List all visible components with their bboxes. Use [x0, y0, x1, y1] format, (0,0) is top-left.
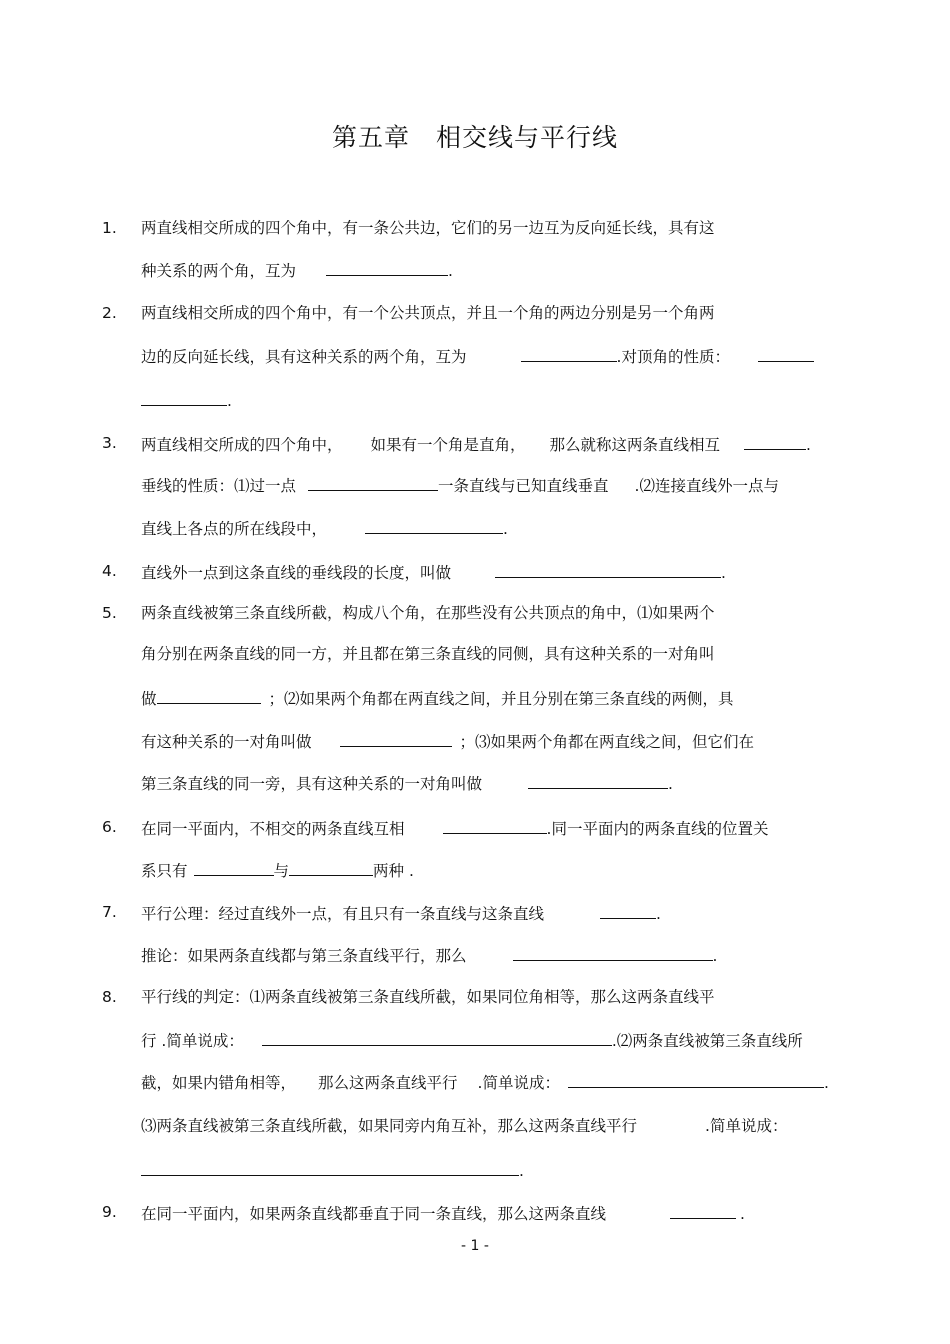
answer-blank[interactable]	[365, 517, 503, 534]
page-number: - 1 -	[461, 1238, 489, 1254]
item-text: 平行公理：经过直线外一点，有且只有一条直线与这条直线	[141, 905, 545, 923]
item-text: 如果有一个角是直角，	[370, 436, 526, 454]
item-number: 3.	[102, 434, 117, 452]
item-text-row	[141, 1159, 524, 1181]
item-number: 7.	[102, 903, 117, 921]
answer-blank[interactable]	[758, 345, 814, 362]
item-text: 边的反向延长线，具有这种关系的两个角，互为	[141, 348, 467, 366]
item-text: 在同一平面内，如果两条直线都垂直于同一条直线，那么这两条直线	[141, 1205, 607, 1223]
answer-blank[interactable]	[670, 1202, 736, 1219]
item-text: ⑶两条直线被第三条直线所截，如果同旁内角互补，那么这两条直线平行	[141, 1117, 638, 1135]
answer-blank[interactable]	[340, 730, 452, 747]
item-text-row	[141, 1202, 745, 1224]
item-text: 两直线相交所成的四个角中，有一个公共顶点，并且一个角的两边分别是另一个角两	[141, 304, 715, 322]
item-text-row	[141, 1029, 803, 1051]
item-text: ；⑵如果两个角都在两直线之间，并且分别在第三条直线的两侧，具	[268, 690, 734, 708]
item-text: .⑵连接直线外一点与	[634, 477, 779, 495]
period: .	[721, 564, 726, 582]
chapter-title: 第五章 相交线与平行线	[331, 123, 618, 152]
item-number: 1.	[102, 219, 117, 237]
period: .	[448, 262, 453, 280]
item-text: 那么这两条直线平行	[318, 1074, 458, 1092]
answer-blank[interactable]	[141, 1159, 519, 1176]
item-text: .简单说成：	[477, 1074, 560, 1092]
item-text: 那么就称这两条直线相互	[549, 436, 721, 454]
item-text: 推论：如果两条直线都与第三条直线平行，那么	[141, 947, 467, 965]
answer-blank[interactable]	[495, 561, 721, 578]
item-text: .同一平面内的两条直线的位置关	[546, 820, 769, 838]
item-text-row	[141, 902, 661, 924]
period: .	[823, 1074, 829, 1092]
item-text: 第三条直线的同一旁，具有这种关系的一对角叫做	[141, 775, 483, 793]
item-text-row	[141, 1071, 829, 1093]
item-text-row	[141, 730, 754, 752]
answer-blank[interactable]	[308, 474, 438, 491]
item-text: 与	[273, 862, 290, 880]
item-number: 8.	[102, 988, 117, 1006]
item-text: 种关系的两个角，互为	[141, 262, 297, 280]
item-text-row	[141, 1116, 787, 1136]
answer-blank[interactable]	[443, 817, 547, 834]
item-text: 角分别在两条直线的同一方，并且都在第三条直线的同侧，具有这种关系的一对角叫	[141, 645, 715, 663]
item-text-row	[141, 345, 814, 367]
answer-blank[interactable]	[141, 389, 227, 406]
item-text-row	[141, 859, 414, 881]
period: .	[656, 905, 661, 923]
item-text-row	[141, 817, 768, 839]
answer-blank[interactable]	[194, 859, 274, 876]
item-text: 两种 .	[373, 862, 414, 880]
item-text: 两直线相交所成的四个角中，有一条公共边，它们的另一边互为反向延长线，具有这	[141, 219, 715, 237]
item-number: 9.	[102, 1203, 117, 1221]
item-number: 5.	[102, 604, 117, 622]
answer-blank[interactable]	[513, 944, 713, 961]
period: .	[806, 436, 811, 454]
item-text: 直线外一点到这条直线的垂线段的长度，叫做	[141, 564, 452, 582]
answer-blank[interactable]	[521, 345, 617, 362]
item-text: 两直线相交所成的四个角中，	[141, 436, 343, 454]
period: .	[503, 520, 508, 538]
item-text: 截，如果内错角相等，	[141, 1074, 297, 1092]
item-text: .对顶角的性质：	[616, 348, 730, 366]
item-text-row	[141, 561, 726, 583]
item-text-row	[141, 517, 508, 539]
answer-blank[interactable]	[528, 772, 668, 789]
item-text: 在同一平面内，不相交的两条直线互相	[141, 820, 405, 838]
item-text-row	[141, 687, 734, 709]
item-text: 系只有	[141, 862, 188, 880]
item-text: 直线上各点的所在线段中，	[141, 520, 328, 538]
period: .	[668, 775, 673, 793]
item-text-row	[141, 259, 453, 281]
answer-blank[interactable]	[262, 1029, 612, 1046]
item-text: 垂线的性质：⑴过一点	[141, 477, 297, 495]
item-text: ；⑶如果两个角都在两直线之间，但它们在	[459, 733, 755, 751]
item-text: .简单说成：	[705, 1117, 788, 1135]
item-text: 有这种关系的一对角叫做	[141, 733, 312, 751]
answer-blank[interactable]	[568, 1071, 824, 1088]
item-text: 行 .简单说成：	[141, 1032, 244, 1050]
item-text-row	[141, 944, 717, 966]
item-text: 做	[141, 690, 157, 708]
item-number: 6.	[102, 818, 117, 836]
period: .	[740, 1205, 745, 1223]
item-text: .⑵两条直线被第三条直线所	[611, 1032, 803, 1050]
item-text-row	[141, 772, 673, 794]
item-text-row	[141, 474, 779, 496]
answer-blank[interactable]	[600, 902, 656, 919]
item-text: 两条直线被第三条直线所截，构成八个角，在那些没有公共顶点的角中，⑴如果两个	[141, 604, 715, 622]
item-number: 2.	[102, 304, 117, 322]
period: .	[519, 1162, 524, 1180]
item-number: 4.	[102, 562, 117, 580]
answer-blank[interactable]	[326, 259, 448, 276]
period: .	[712, 947, 718, 965]
item-text-row	[141, 389, 232, 411]
item-text: 平行线的判定：⑴两条直线被第三条直线所截，如果同位角相等，那么这两条直线平	[141, 988, 715, 1006]
period: .	[227, 392, 232, 410]
item-text: 一条直线与已知直线垂直	[438, 477, 609, 495]
item-text-row	[141, 433, 811, 455]
answer-blank[interactable]	[744, 433, 806, 450]
answer-blank[interactable]	[289, 859, 373, 876]
answer-blank[interactable]	[157, 687, 261, 704]
